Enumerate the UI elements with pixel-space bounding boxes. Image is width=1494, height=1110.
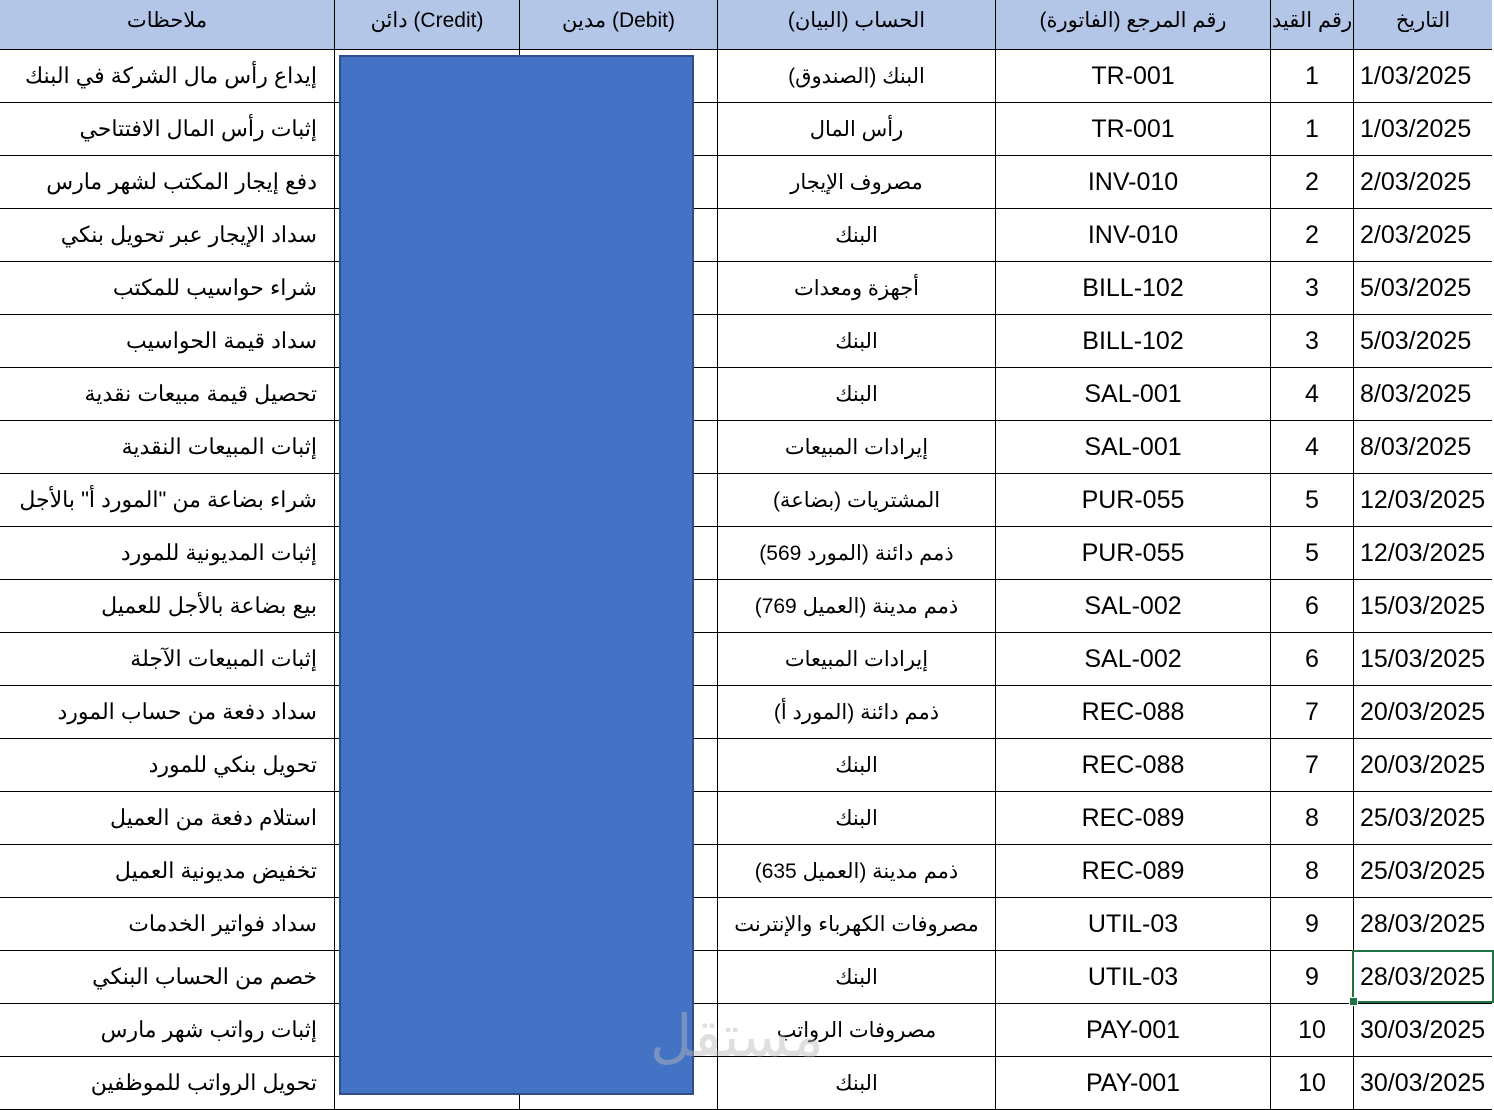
cell-notes[interactable]: إثبات رواتب شهر مارس	[0, 1004, 335, 1056]
cell-notes[interactable]: خصم من الحساب البنكي	[0, 951, 335, 1003]
cell-notes[interactable]: استلام دفعة من العميل	[0, 792, 335, 844]
table-row	[0, 951, 1492, 1004]
cell-account[interactable]: أجهزة ومعدات	[718, 262, 996, 314]
table-row	[0, 209, 1492, 262]
header-debit[interactable]: مدين (Debit)	[520, 0, 718, 49]
cell-entry-no[interactable]: 7	[1271, 739, 1354, 791]
cell-reference[interactable]: BILL-102	[996, 262, 1271, 314]
cell-reference[interactable]: UTIL-03	[996, 951, 1271, 1003]
cell-date[interactable]: 5/03/2025	[1360, 273, 1472, 302]
cell-entry-no[interactable]: 10	[1271, 1057, 1354, 1109]
cell-notes[interactable]: بيع بضاعة بالأجل للعميل	[0, 580, 335, 632]
cell-account[interactable]: ذمم مدينة (العميل 769)	[718, 580, 996, 632]
header-account[interactable]: الحساب (البيان)	[718, 0, 996, 49]
cell-entry-no[interactable]: 8	[1271, 792, 1354, 844]
cell-account[interactable]: ذمم دائنة (المورد أ)	[718, 686, 996, 738]
table-row	[0, 527, 1492, 580]
cell-reference[interactable]: SAL-001	[996, 368, 1271, 420]
cell-reference[interactable]: INV-010	[996, 156, 1271, 208]
cell-date[interactable]: 1/03/2025	[1360, 61, 1472, 90]
cell-account[interactable]: المشتريات (بضاعة)	[718, 474, 996, 526]
cell-reference[interactable]: TR-001	[996, 50, 1271, 102]
cell-entry-no[interactable]: 3	[1271, 315, 1354, 367]
cell-date[interactable]: 25/03/2025	[1360, 856, 1486, 885]
cell-reference[interactable]: TR-001	[996, 103, 1271, 155]
cell-notes[interactable]: سداد الإيجار عبر تحويل بنكي	[0, 209, 335, 261]
cell-date[interactable]: 2/03/2025	[1360, 220, 1472, 249]
cell-entry-no[interactable]: 1	[1271, 50, 1354, 102]
cell-date[interactable]: 20/03/2025	[1360, 697, 1486, 726]
cell-reference[interactable]: REC-089	[996, 792, 1271, 844]
cell-date[interactable]: 30/03/2025	[1360, 1068, 1486, 1097]
cell-notes[interactable]: تخفيض مديونية العميل	[0, 845, 335, 897]
cell-entry-no[interactable]: 6	[1271, 633, 1354, 685]
cell-notes[interactable]: سداد قيمة الحواسيب	[0, 315, 335, 367]
cell-date[interactable]: 15/03/2025	[1360, 644, 1486, 673]
cell-notes[interactable]: إثبات المبيعات النقدية	[0, 421, 335, 473]
cell-entry-no[interactable]: 9	[1271, 951, 1354, 1003]
cell-account[interactable]: رأس المال	[718, 103, 996, 155]
cell-account[interactable]: إيرادات المبيعات	[718, 421, 996, 473]
cell-date[interactable]: 15/03/2025	[1360, 591, 1486, 620]
table-row	[0, 474, 1492, 527]
fill-handle[interactable]	[1349, 997, 1358, 1006]
table-row	[0, 262, 1492, 315]
cell-reference[interactable]: PAY-001	[996, 1057, 1271, 1109]
cell-account[interactable]: البنك	[718, 315, 996, 367]
cell-notes[interactable]: شراء حواسيب للمكتب	[0, 262, 335, 314]
cell-reference[interactable]: REC-088	[996, 686, 1271, 738]
cell-reference[interactable]: SAL-002	[996, 580, 1271, 632]
cell-reference[interactable]: PUR-055	[996, 527, 1271, 579]
table-row	[0, 50, 1492, 103]
cell-reference[interactable]: REC-088	[996, 739, 1271, 791]
table-row	[0, 739, 1492, 792]
cell-account[interactable]: مصروفات الكهرباء والإنترنت	[718, 898, 996, 950]
cell-notes[interactable]: تحويل الرواتب للموظفين	[0, 1057, 335, 1109]
cell-date[interactable]: 8/03/2025	[1360, 379, 1472, 408]
cell-date[interactable]: 8/03/2025	[1360, 432, 1472, 461]
cell-entry-no[interactable]: 4	[1271, 421, 1354, 473]
cell-notes[interactable]: تحويل بنكي للمورد	[0, 739, 335, 791]
cell-entry-no[interactable]: 1	[1271, 103, 1354, 155]
cell-date[interactable]: 5/03/2025	[1360, 326, 1472, 355]
cell-account[interactable]: البنك	[718, 739, 996, 791]
cell-account[interactable]: البنك	[718, 951, 996, 1003]
cell-entry-no[interactable]: 5	[1271, 527, 1354, 579]
table-row	[0, 315, 1492, 368]
table-row	[0, 421, 1492, 474]
cell-date[interactable]: 20/03/2025	[1360, 750, 1486, 779]
table-row	[0, 103, 1492, 156]
cell-entry-no[interactable]: 5	[1271, 474, 1354, 526]
cell-reference[interactable]: BILL-102	[996, 315, 1271, 367]
cell-date[interactable]: 12/03/2025	[1360, 538, 1486, 567]
cell-notes[interactable]: إثبات المبيعات الآجلة	[0, 633, 335, 685]
cell-account[interactable]: مصروفات الرواتب	[718, 1004, 996, 1056]
cell-reference[interactable]: INV-010	[996, 209, 1271, 261]
cell-date[interactable]: 28/03/2025	[1360, 962, 1486, 991]
cell-reference[interactable]: REC-089	[996, 845, 1271, 897]
cell-account[interactable]: ذمم دائنة (المورد 569)	[718, 527, 996, 579]
cell-account[interactable]: ذمم مدينة (العميل 635)	[718, 845, 996, 897]
table-row	[0, 792, 1492, 845]
cell-entry-no[interactable]: 2	[1271, 156, 1354, 208]
cell-notes[interactable]: تحصيل قيمة مبيعات نقدية	[0, 368, 335, 420]
cell-date[interactable]: 30/03/2025	[1360, 1015, 1486, 1044]
cell-date[interactable]: 12/03/2025	[1360, 485, 1486, 514]
table-row	[0, 898, 1492, 951]
cell-entry-no[interactable]: 4	[1271, 368, 1354, 420]
cell-account[interactable]: إيرادات المبيعات	[718, 633, 996, 685]
selected-cell[interactable]	[1352, 950, 1494, 1003]
cell-reference[interactable]: SAL-001	[996, 421, 1271, 473]
cell-entry-no[interactable]: 7	[1271, 686, 1354, 738]
table-row	[0, 633, 1492, 686]
cell-account[interactable]: مصروف الإيجار	[718, 156, 996, 208]
cell-entry-no[interactable]: 3	[1271, 262, 1354, 314]
cell-date[interactable]: 28/03/2025	[1360, 909, 1486, 938]
cell-notes[interactable]: شراء بضاعة من "المورد أ" بالأجل	[0, 474, 335, 526]
cell-account[interactable]: البنك	[718, 1057, 996, 1109]
cell-notes[interactable]: إثبات المديونية للمورد	[0, 527, 335, 579]
table-row	[0, 368, 1492, 421]
cell-notes[interactable]: سداد فواتير الخدمات	[0, 898, 335, 950]
header-row	[0, 0, 1492, 50]
table-row	[0, 580, 1492, 633]
redaction-block	[339, 55, 694, 1095]
cell-entry-no[interactable]: 2	[1271, 209, 1354, 261]
cell-date[interactable]: 1/03/2025	[1360, 114, 1472, 143]
cell-entry-no[interactable]: 10	[1271, 1004, 1354, 1056]
cell-date[interactable]: 25/03/2025	[1360, 803, 1486, 832]
cell-reference[interactable]: PUR-055	[996, 474, 1271, 526]
cell-account[interactable]: البنك (الصندوق)	[718, 50, 996, 102]
cell-entry-no[interactable]: 6	[1271, 580, 1354, 632]
cell-account[interactable]: البنك	[718, 792, 996, 844]
cell-date[interactable]: 2/03/2025	[1360, 167, 1472, 196]
header-notes[interactable]: ملاحظات	[0, 0, 335, 49]
header-credit[interactable]: دائن (Credit)	[335, 0, 520, 49]
cell-notes[interactable]: إيداع رأس مال الشركة في البنك	[0, 50, 335, 102]
table-row	[0, 156, 1492, 209]
table-row	[0, 845, 1492, 898]
cell-entry-no[interactable]: 9	[1271, 898, 1354, 950]
header-entry-no[interactable]: رقم القيد	[1271, 0, 1354, 49]
cell-reference[interactable]: SAL-002	[996, 633, 1271, 685]
cell-account[interactable]: البنك	[718, 209, 996, 261]
watermark: مستقل	[650, 1002, 824, 1070]
header-reference[interactable]: رقم المرجع (الفاتورة)	[996, 0, 1271, 49]
cell-reference[interactable]: PAY-001	[996, 1004, 1271, 1056]
cell-notes[interactable]: دفع إيجار المكتب لشهر مارس	[0, 156, 335, 208]
cell-notes[interactable]: إثبات رأس المال الافتتاحي	[0, 103, 335, 155]
cell-account[interactable]: البنك	[718, 368, 996, 420]
cell-notes[interactable]: سداد دفعة من حساب المورد	[0, 686, 335, 738]
table-row	[0, 686, 1492, 739]
cell-reference[interactable]: UTIL-03	[996, 898, 1271, 950]
cell-entry-no[interactable]: 8	[1271, 845, 1354, 897]
header-date[interactable]: التاريخ	[1395, 9, 1451, 32]
